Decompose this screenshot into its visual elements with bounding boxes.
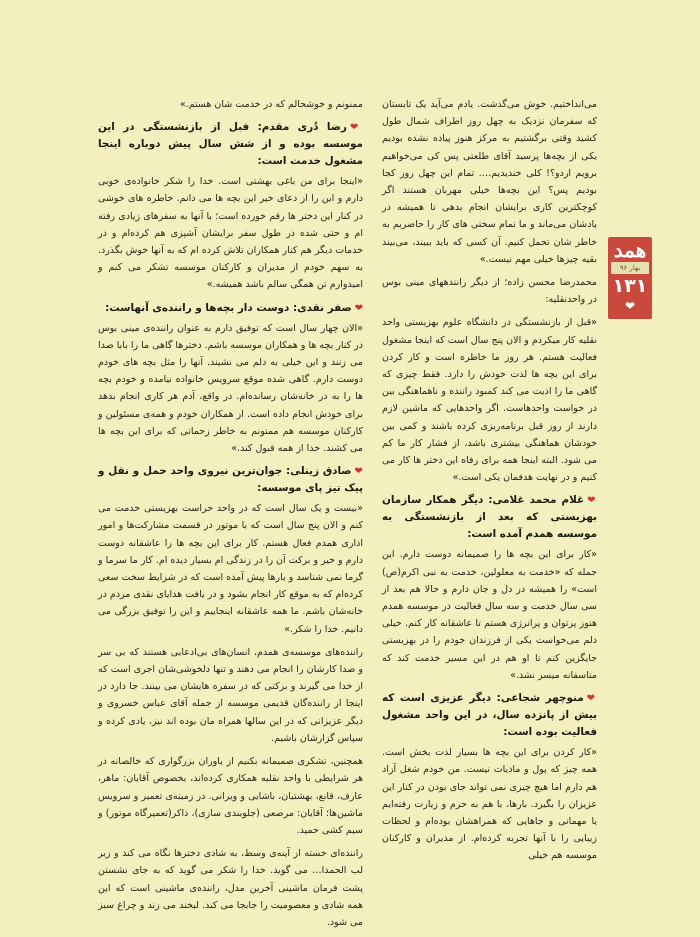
paragraph: همچنین، تشکری صمیمانه بکنیم از یاوران بزرگواری که خالصانه در هر شرایطی با واحد نقلیه همکاری کرده‌اند، بخصوص آقایان: ماهر، عارف، قانع، بهشتیان، باشایی و ویرانی. در زمینه‌ی تعمیر و سرویس ماشین‌ها؛ آقایان: مرصعی (جلوبندی سازی)، ذاکر(تعمیرگاه موتور) و سیم کشی حمید. [98,756,363,836]
paragraph: «کار برای این بچه ها را صمیمانه دوست دارم. این جمله که «خدمت به معلولین، خدمت به نبی اکرم(ص) است» را همیشه در دل و جان دارم و حالا هم بعد از سی سال خدمت و سه سال فعالیت در موسسه همدم هنوز پرتوان و پرانرژی هستم تا عاشقانه کار کنم. خیلی دلم می‌خواست یکی از فرزندان خودم را در بهزیستی جایگزین کنم تا او هم در این مسیر خدمت کند که متاسفانه میسر نشد.» [382,549,597,681]
paragraph: ممنونم و خوشحالم که در خدمت شان هستم.» [179,99,363,110]
heart-icon: ❤ [587,495,597,507]
paragraph: «قبل از بازنشستگی در دانشگاه علوم بهزیستی واحد نقلیه کار میکردم و الان پنج سال است که اینجا مشغول فعالیت هستم. هر روز ما خاطره است و کار کردن برای این بچه ها لذت خودش را دارد. فقط چیزی که گاهی ما را اذیت می کند کمبود راننده و ناهماهنگی بین در خواست واحدهاست. اگر واحدهایی که ماشین لازم دارند از روز قبل برنامه‌ریزی کرده باشند و کمی بین خودشان هماهنگی بیشتری باشد، از فشار کار ما کم می شود. البته اینجا همه برای رفاه این دختر ها کار می کنیم و در نهایت هدفمان یکی است.» [381,317,597,484]
paragraph: «الان چهار سال است که توفیق دارم به عنوان راننده‌ی مینی بوس در کنار بچه ها و همکاران موسسه باشم. دخترها گاهی ما را بابا صدا می زنند و این خیلی به دلم می نشیند. آنها را مثل بچه های خودم دوست دارم. گاهی شده موقع سرویس خانواده نیامده و خودم بچه ها را به در خانه‌شان رسانده‌ام. در واقع، آدم هر کاری انجام بدهد برای خودش انجام داده است. از همکاران خودم و همه‌ی مسئولین و کارکنان موسسه هم ممنونم به خاطر زحماتی که برای این بچه ها می کشند. خدا از همه قبول کند.» [98,322,363,455]
paragraph: راننده‌های موسسه‌ی همدم، انسان‌های بی‌ادعایی هستند که بی سر و صدا کارشان را انجام می دهند و تنها دلخوشی‌شان اجری است که از خدا می گیرند و برکتی که در سفره هایشان می بینند. جا دارد در اینجا از راننده‌گان قدیمی موسسه از جمله آقای عباس خسروی و دیگر عزیزانی که در این سالها همراه مان بوده اند نیز، یادی کرده و سپاس گزارشان باشیم. [98,646,363,744]
section-heading [98,300,363,317]
section-heading [382,492,597,543]
heart-icon: ❤ [624,299,636,313]
heart-icon: ❤ [354,466,363,478]
heading-text: صفر نقدی: دوست دار بچه‌ها و راننده‌ی آنهاست: [105,301,352,314]
heart-icon: ❤ [586,693,597,705]
paragraph: می‌انداختیم. خوش می‌گذشت. یادم می‌آید یک تابستان که سفرمان نزدیک به چهل روز اطراف شمال طول کشید وقتی برگشتیم به مرکز هنوز پیاده نشده بودیم یکی از بچه‌ها پرسید آقای طلعتی پس کی می‌خواهیم برویم اردو؟! کلی خندیدیم…. تمام این چهل روز کجا بودیم پس؟ این بچه‌ها خیلی مهربان هستند اگر کوچکترین کاری برایشان انجام بدهی تا همیشه در یادشان می‌ماند و ما تمام سختی های کار را حاضریم به خاطر شان تحمل کنیم. آن کسی که باید ببیند، می‌بیند بقیه چیزها خیلی مهم نیست.» [382,99,597,265]
paragraph: «اینجا برای من باغی بهشتی است. خدا را شکر خانواده‌ی خوبی دارم و این را از دعای خیر این بچه ها می دانم. خاطره های خوشی در کنار این دختر ها رقم خورده است؛ با آنها به سفرهای زیادی رفته ام و حتی شده در طول سفر برایشان آشپزی هم کرده‌ام و در خدمات دیگر هم کنار همکاران تلاش کرده ام که به آنها خوش بگذرد. به سهم خودم از مدیران و کارکنان موسسه تشکر می کنم و امیدوارم تن همگی سالم باشد همیشه.» [98,176,363,291]
paragraph: محمدرضا محسن زاده؛ از دیگر رانندههای مینی بوس در واحدنقلیه: [382,277,597,306]
section-heading [98,119,363,170]
heading-text: غلام محمد غلامی: دیگر همکار سازمان بهزیستی که بعد از بازنشستگی به موسسه همدم آمده است: [382,494,597,541]
right-column [382,96,597,871]
left-column [98,96,363,937]
magazine-logo: همد [613,238,647,262]
page-badge [608,237,652,319]
paragraph: راننده‌ای خسته از آینه‌ی وسط، به شادی دخترها نگاه می کند و زیر لب الحمدا… می گوید. خدا را شکر می گوید که به جای نشستن پشت فرمان ماشینی آخرین مدل، راننده‌ی ماشینی است که این همه شادی و معصومیت را جابجا می کند. لبخند می زند و چراغ سبز می شود. [98,848,363,928]
heading-text: رضا دُری مقدم: قبل از بازنشستگی در این موسسه بوده و از شش سال پیش دوباره اینجا مشغول خدمت است: [98,121,363,168]
issue-label: بهار ۹۶ [611,262,649,274]
heading-text: منوچهر شجاعی: دیگر عزیزی است که بیش از پانزده سال، در این واحد مشغول فعالیت بوده است: [382,692,597,739]
heart-icon: ❤ [354,302,363,314]
section-heading [382,690,597,741]
section-heading [98,463,363,497]
page-number: ۱۳۱ [612,275,648,297]
paragraph: «بیست و یک سال است که در واحد حراست بهزیستی خدمت می کنم و الان پنج سال است که با موتور در قسمت مشارکت‌ها و امور اداری همدم فعال هستم. کار برای این بچه ها را عاشقانه دوست دارم و خیر و برکت آن را در زندگی ام بسیار دیده ام. کار ما سرما و گرما نمی شناسد و بارها پیش آمده است که در شرایط سخت سعی کرده‌ام که به موقع کار انجام بشود و در یافت هدایای نقدی مردم در خانه‌شان باشم. ما همه عاشقانه اینجاییم و این را توفیق بزرگی می دانیم. خدا را شکر.» [98,503,363,635]
paragraph: «کار کردن برای این بچه ها بسیار لذت بخش است. همه چیز که پول و مادیات نیست. من خودم شغل آزاد هم دارم اما هیچ چیزی نمی تواند جای بودن در کنار این عزیزان را بگیرد. بارها، با هم به حرم و زیارت رفته‌ایم یا مهمانی و جاهایی که همراهشان بوده‌ام و لحظات زیبایی را با آنها تجربه کرده‌ام. از مدیران و کارکنان موسسه هم خیلی [382,747,597,862]
heart-icon: ❤ [349,122,363,134]
heading-text: صادق زینلی: جوان‌ترین نیروی واحد حمل و نقل و پیک تیز پای موسسه: [98,465,363,495]
